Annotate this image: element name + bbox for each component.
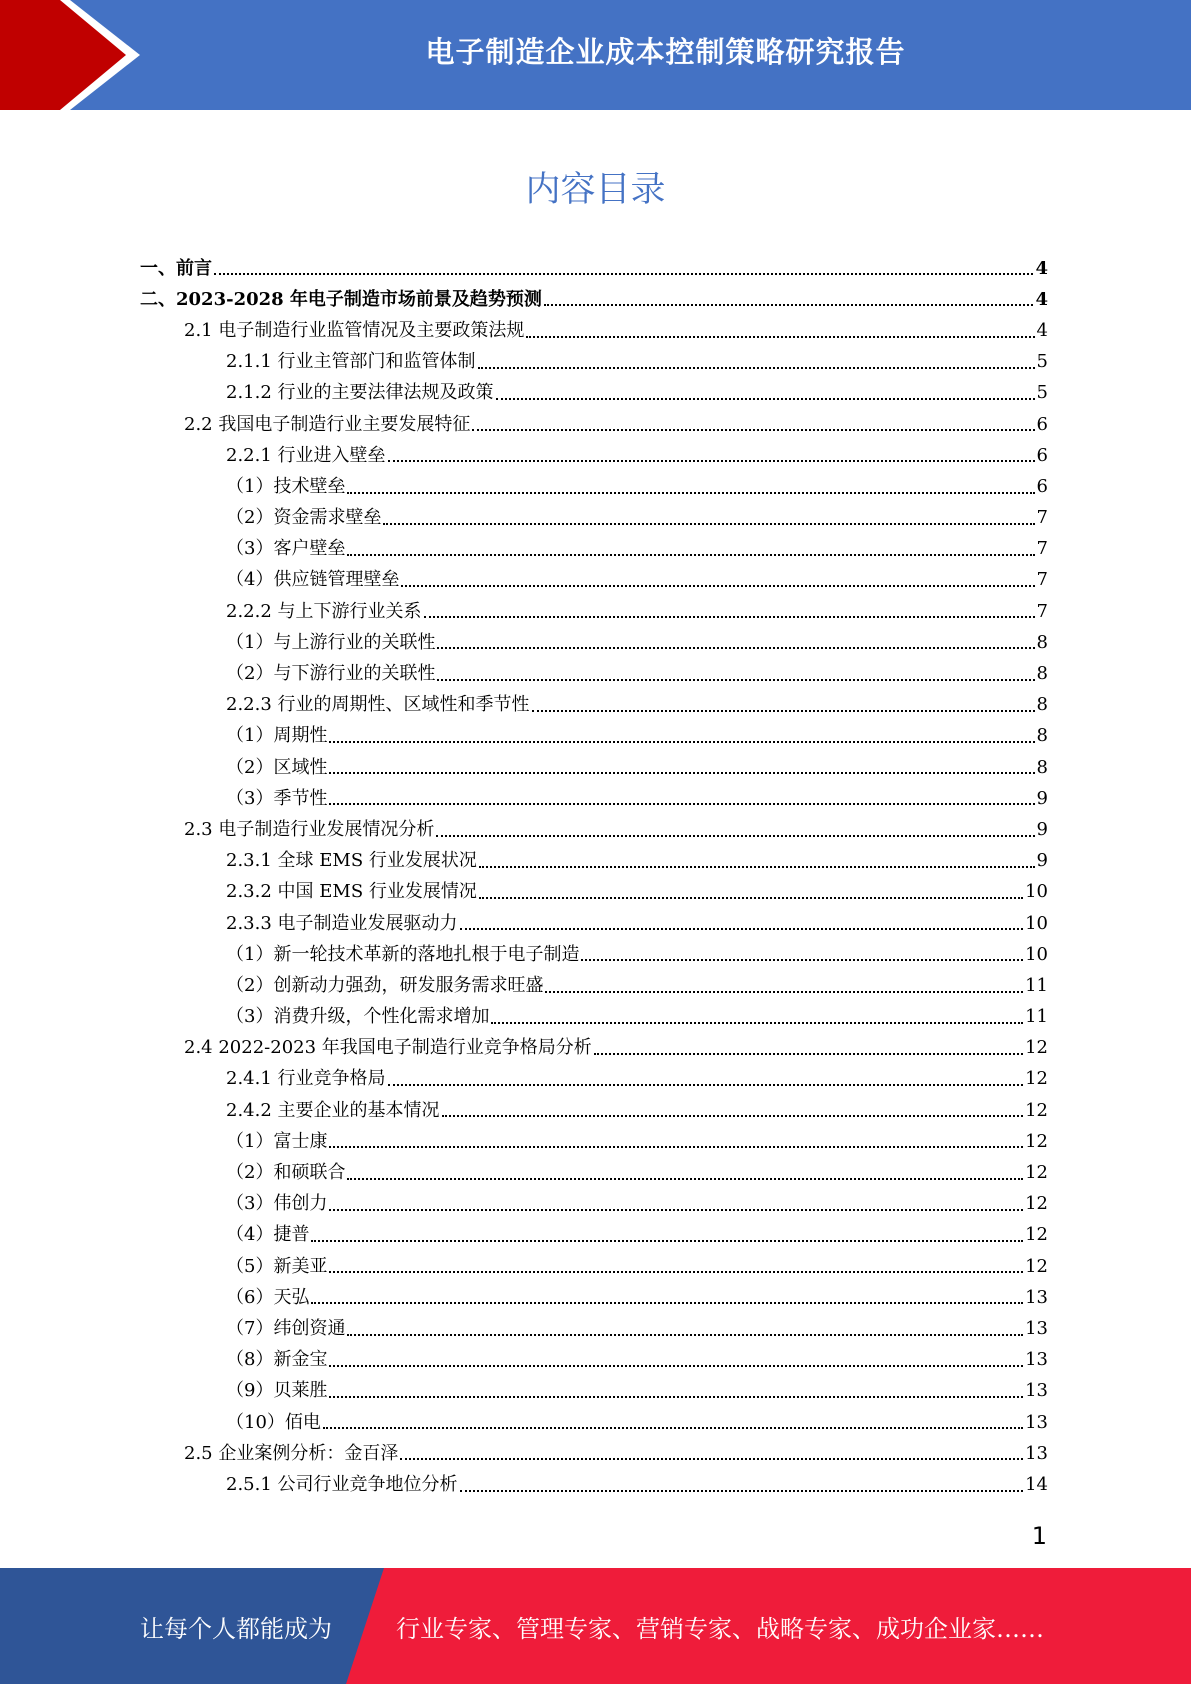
toc-entry-page: 6 — [1036, 413, 1048, 435]
toc-entry[interactable] — [140, 1251, 1048, 1282]
toc-entry[interactable] — [140, 752, 1048, 783]
toc-entry-page: 12 — [1025, 1037, 1048, 1059]
toc-entry-label: 2.2.1 行业进入壁垒 — [226, 444, 386, 466]
toc-entry-label: （1）与上游行业的关联性 — [226, 631, 436, 653]
toc-entry-page: 6 — [1036, 444, 1048, 466]
toc-dot-leader — [329, 1208, 1023, 1211]
toc-entry-page: 5 — [1036, 351, 1048, 373]
toc-entry-page: 9 — [1036, 787, 1048, 809]
toc-entry[interactable] — [140, 1345, 1048, 1376]
toc-dot-leader — [329, 771, 1034, 774]
toc-entry-label: （3）伟创力 — [226, 1193, 328, 1215]
toc-entry[interactable] — [140, 1313, 1048, 1344]
toc-entry-page: 13 — [1025, 1286, 1048, 1308]
toc-entry[interactable] — [140, 1002, 1048, 1033]
table-of-contents — [140, 253, 1048, 1501]
toc-entry-label: 2.4.2 主要企业的基本情况 — [226, 1099, 440, 1121]
toc-entry[interactable] — [140, 1157, 1048, 1188]
toc-dot-leader — [323, 1426, 1023, 1429]
toc-entry-label: 2.3.3 电子制造业发展驱动力 — [226, 912, 458, 934]
toc-dot-leader — [472, 428, 1034, 431]
toc-dot-leader — [388, 459, 1035, 462]
toc-entry[interactable] — [140, 658, 1048, 689]
toc-entry[interactable] — [140, 721, 1048, 752]
toc-entry-page: 4 — [1035, 288, 1048, 310]
toc-entry-page: 7 — [1036, 538, 1048, 560]
toc-dot-leader — [347, 1177, 1023, 1180]
toc-entry[interactable] — [140, 1126, 1048, 1157]
toc-entry-label: （2）区域性 — [226, 756, 328, 778]
footer-slogan-roles: 行业专家、管理专家、营销专家、战略专家、成功企业家…… — [396, 1614, 1044, 1643]
toc-dot-leader — [544, 303, 1034, 306]
toc-entry-label: （2）资金需求壁垒 — [226, 507, 382, 529]
toc-entry-label: （8）新金宝 — [226, 1349, 328, 1371]
toc-entry[interactable] — [140, 347, 1048, 378]
toc-dot-leader — [400, 1457, 1023, 1460]
toc-entry[interactable] — [140, 939, 1048, 970]
toc-entry[interactable] — [140, 1282, 1048, 1313]
toc-entry-label: （3）客户壁垒 — [226, 538, 346, 560]
toc-entry-label: 2.4 2022-2023 年我国电子制造行业竞争格局分析 — [184, 1037, 592, 1059]
toc-entry[interactable] — [140, 1095, 1048, 1126]
toc-dot-leader — [347, 1333, 1023, 1336]
toc-entry[interactable] — [140, 284, 1048, 315]
toc-entry-label: （10）佰电 — [226, 1411, 321, 1433]
toc-dot-leader — [329, 1395, 1023, 1398]
toc-entry-page: 12 — [1025, 1224, 1048, 1246]
toc-entry-page: 12 — [1025, 1255, 1048, 1277]
toc-entry-page: 8 — [1036, 756, 1048, 778]
toc-entry-label: 2.2.3 行业的周期性、区域性和季节性 — [226, 694, 530, 716]
report-title: 电子制造企业成本控制策略研究报告 — [425, 34, 906, 69]
toc-entry-page: 10 — [1025, 943, 1048, 965]
toc-dot-leader — [479, 865, 1035, 868]
toc-entry-label: （5）新美亚 — [226, 1255, 328, 1277]
toc-entry-label: （4）供应链管理壁垒 — [226, 569, 400, 591]
toc-entry-page: 12 — [1025, 1068, 1048, 1090]
toc-entry[interactable] — [140, 440, 1048, 471]
toc-dot-leader — [496, 397, 1035, 400]
toc-entry-page: 4 — [1036, 319, 1048, 341]
toc-entry-page: 7 — [1036, 569, 1048, 591]
toc-dot-leader — [594, 1052, 1023, 1055]
toc-entry-label: （1）技术壁垒 — [226, 475, 346, 497]
toc-entry-page: 5 — [1036, 382, 1048, 404]
toc-entry[interactable] — [140, 503, 1048, 534]
toc-entry-label: （2）与下游行业的关联性 — [226, 663, 436, 685]
toc-entry[interactable] — [140, 534, 1048, 565]
toc-entry[interactable] — [140, 253, 1048, 284]
toc-entry-label: 一、前言 — [140, 257, 212, 279]
toc-entry-page: 9 — [1036, 818, 1048, 840]
toc-entry[interactable] — [140, 627, 1048, 658]
toc-entry-label: 2.3 电子制造行业发展情况分析 — [184, 818, 435, 840]
toc-entry-page: 6 — [1036, 475, 1048, 497]
toc-dot-leader — [388, 1083, 1024, 1086]
toc-entry-page: 11 — [1025, 974, 1048, 996]
toc-dot-leader — [347, 553, 1034, 556]
toc-entry-label: 二、2023-2028 年电子制造市场前景及趋势预测 — [140, 288, 542, 310]
toc-entry-page: 8 — [1036, 725, 1048, 747]
toc-entry-page: 4 — [1035, 257, 1048, 279]
toc-entry-page: 10 — [1025, 912, 1048, 934]
toc-entry-label: （7）纬创资通 — [226, 1317, 346, 1339]
toc-entry-label: 2.2.2 与上下游行业关系 — [226, 600, 422, 622]
toc-dot-leader — [329, 740, 1034, 743]
toc-dot-leader — [329, 1270, 1023, 1273]
toc-dot-leader — [214, 272, 1033, 275]
toc-entry[interactable] — [140, 908, 1048, 939]
toc-entry-page: 10 — [1025, 881, 1048, 903]
toc-entry-label: 2.1.1 行业主管部门和监管体制 — [226, 351, 476, 373]
toc-entry-page: 12 — [1025, 1193, 1048, 1215]
toc-entry-label: （9）贝莱胜 — [226, 1380, 328, 1402]
toc-entry-label: （1）周期性 — [226, 725, 328, 747]
footer-banner — [0, 1568, 1191, 1684]
header-banner — [0, 0, 1191, 110]
toc-entry-page: 13 — [1025, 1380, 1048, 1402]
toc-entry[interactable] — [140, 1376, 1048, 1407]
toc-entry-page: 12 — [1025, 1162, 1048, 1184]
page-number: 1 — [1031, 1522, 1047, 1550]
toc-dot-leader — [311, 1239, 1023, 1242]
toc-dot-leader — [437, 646, 1034, 649]
toc-entry[interactable] — [140, 1220, 1048, 1251]
toc-dot-leader — [424, 615, 1035, 618]
toc-dot-leader — [347, 491, 1034, 494]
toc-entry-label: （2）和硕联合 — [226, 1162, 346, 1184]
toc-entry-page: 13 — [1025, 1349, 1048, 1371]
toc-dot-leader — [478, 366, 1035, 369]
footer-slogan-lead: 让每个人都能成为 — [140, 1614, 332, 1643]
toc-entry[interactable] — [140, 970, 1048, 1001]
toc-dot-leader — [491, 1021, 1023, 1024]
toc-entry-page: 7 — [1036, 600, 1048, 622]
toc-entry[interactable] — [140, 1064, 1048, 1095]
toc-entry-label: （4）捷普 — [226, 1224, 310, 1246]
toc-entry[interactable] — [140, 378, 1048, 409]
toc-dot-leader — [436, 834, 1034, 837]
toc-entry[interactable] — [140, 1189, 1048, 1220]
toc-entry-label: 2.1 电子制造行业监管情况及主要政策法规 — [184, 319, 525, 341]
toc-entry-label: （1）新一轮技术革新的落地扎根于电子制造 — [226, 943, 580, 965]
toc-dot-leader — [460, 1489, 1024, 1492]
toc-entry-label: （2）创新动力强劲，研发服务需求旺盛 — [226, 974, 544, 996]
toc-entry-label: 2.1.2 行业的主要法律法规及政策 — [226, 382, 494, 404]
toc-entry[interactable] — [140, 1407, 1048, 1438]
toc-entry[interactable] — [140, 409, 1048, 440]
toc-entry-page: 8 — [1036, 631, 1048, 653]
toc-entry[interactable] — [140, 690, 1048, 721]
toc-entry-label: 2.2 我国电子制造行业主要发展特征 — [184, 413, 471, 435]
toc-dot-leader — [442, 1114, 1024, 1117]
toc-entry-label: （1）富士康 — [226, 1130, 328, 1152]
toc-dot-leader — [479, 896, 1023, 899]
toc-entry-page: 14 — [1025, 1473, 1048, 1495]
toc-dot-leader — [329, 1145, 1023, 1148]
toc-entry-page: 8 — [1036, 663, 1048, 685]
toc-dot-leader — [437, 678, 1034, 681]
toc-entry-label: （6）天弘 — [226, 1286, 310, 1308]
toc-entry-page: 13 — [1025, 1442, 1048, 1464]
toc-entry-label: 2.3.1 全球 EMS 行业发展状况 — [226, 850, 477, 872]
toc-dot-leader — [329, 802, 1034, 805]
toc-entry-label: （3）消费升级，个性化需求增加 — [226, 1006, 490, 1028]
toc-entry[interactable] — [140, 783, 1048, 814]
toc-entry[interactable] — [140, 471, 1048, 502]
toc-dot-leader — [532, 709, 1035, 712]
toc-heading: 内容目录 — [525, 170, 666, 210]
toc-entry[interactable] — [140, 596, 1048, 627]
toc-entry-page: 13 — [1025, 1317, 1048, 1339]
toc-dot-leader — [526, 335, 1034, 338]
toc-entry-page: 8 — [1036, 694, 1048, 716]
toc-dot-leader — [311, 1301, 1023, 1304]
toc-entry-page: 11 — [1025, 1006, 1048, 1028]
toc-entry[interactable] — [140, 565, 1048, 596]
toc-entry-label: 2.5.1 公司行业竞争地位分析 — [226, 1473, 458, 1495]
toc-entry-label: （3）季节性 — [226, 787, 328, 809]
toc-dot-leader — [329, 1364, 1023, 1367]
toc-dot-leader — [545, 990, 1023, 993]
toc-entry[interactable] — [140, 1438, 1048, 1469]
toc-entry-page: 12 — [1025, 1130, 1048, 1152]
toc-entry[interactable] — [140, 846, 1048, 877]
toc-dot-leader — [581, 958, 1023, 961]
toc-entry-page: 13 — [1025, 1411, 1048, 1433]
toc-entry[interactable] — [140, 315, 1048, 346]
toc-entry-label: 2.3.2 中国 EMS 行业发展情况 — [226, 881, 477, 903]
toc-entry[interactable] — [140, 814, 1048, 845]
toc-entry-page: 9 — [1036, 850, 1048, 872]
toc-entry-label: 2.5 企业案例分析：金百泽 — [184, 1442, 399, 1464]
toc-dot-leader — [383, 522, 1034, 525]
toc-dot-leader — [460, 927, 1024, 930]
toc-entry[interactable] — [140, 1033, 1048, 1064]
toc-entry[interactable] — [140, 1469, 1048, 1500]
toc-entry-page: 12 — [1025, 1099, 1048, 1121]
toc-entry-page: 7 — [1036, 507, 1048, 529]
toc-dot-leader — [401, 584, 1034, 587]
toc-entry-label: 2.4.1 行业竞争格局 — [226, 1068, 386, 1090]
toc-entry[interactable] — [140, 877, 1048, 908]
